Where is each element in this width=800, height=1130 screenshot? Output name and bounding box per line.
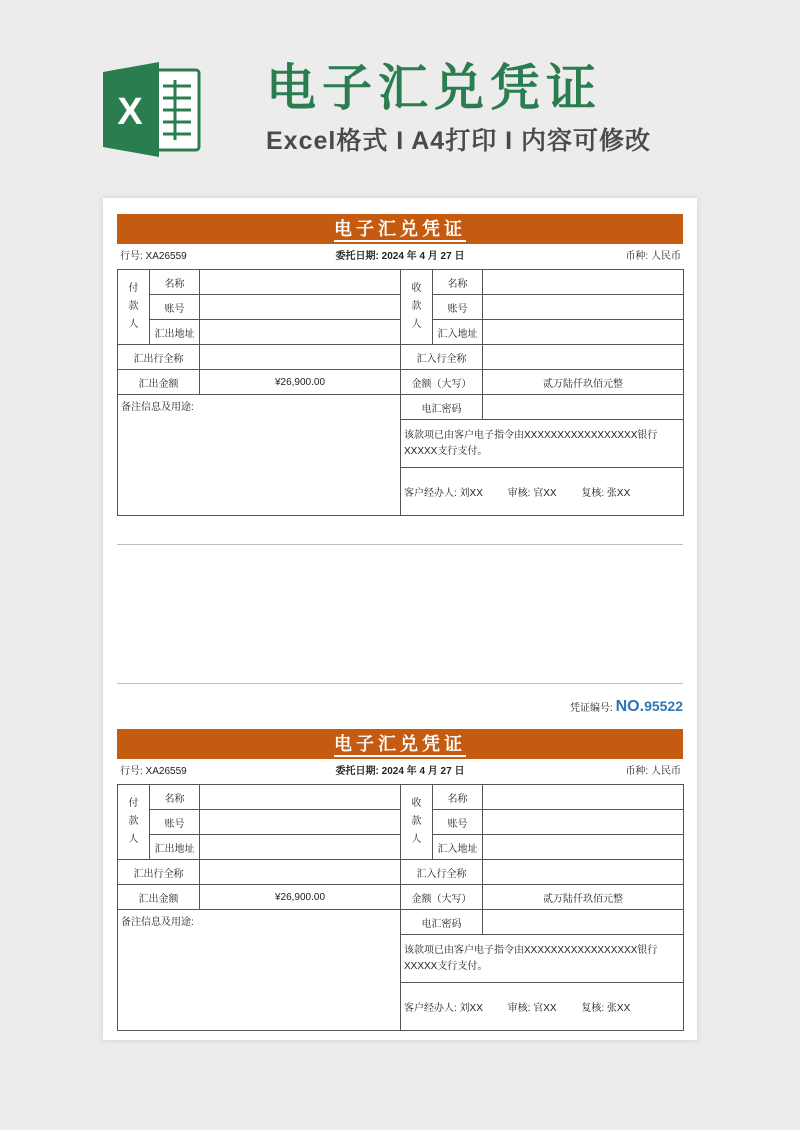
out-bank-cell[interactable] xyxy=(200,860,401,885)
password-label: 电汇密码 xyxy=(401,395,483,420)
out-amount-value[interactable]: ¥26,900.00 xyxy=(200,885,401,910)
voucher-table xyxy=(117,784,684,1031)
payer-name-label: 名称 xyxy=(150,270,200,295)
amount-cn-label: 金额（大写） xyxy=(401,885,483,910)
out-bank-cell[interactable] xyxy=(200,345,401,370)
in-bank-cell[interactable] xyxy=(483,860,684,885)
payee-account-cell[interactable] xyxy=(483,810,684,835)
payee-name-cell[interactable] xyxy=(483,785,684,810)
manager-sign: 客户经办人: 刘XX xyxy=(404,488,483,499)
amount-cn-value[interactable]: 贰万陆仟玖佰元整 xyxy=(483,885,684,910)
payee-name-label: 名称 xyxy=(433,785,483,810)
checker-sign: 复核: 张XX xyxy=(581,1003,631,1014)
signature-row xyxy=(401,983,684,1031)
amount-cn-value[interactable]: 贰万陆仟玖佰元整 xyxy=(483,370,684,395)
line-number: 行号: XA26559 xyxy=(120,766,187,777)
payee-name-cell[interactable] xyxy=(483,270,684,295)
in-bank-label: 汇入行全称 xyxy=(401,860,483,885)
checker-sign: 复核: 张XX xyxy=(581,488,631,499)
out-address-label: 汇出地址 xyxy=(150,320,200,345)
voucher-2 xyxy=(117,729,683,1031)
voucher-title-bar: 电子汇兑凭证 xyxy=(117,729,683,759)
page-title: 电子汇兑凭证 xyxy=(266,60,602,116)
payee-account-cell[interactable] xyxy=(483,295,684,320)
payee-account-label: 账号 xyxy=(433,295,483,320)
payer-name-cell[interactable] xyxy=(200,785,401,810)
payer-account-cell[interactable] xyxy=(200,295,401,320)
line-number: 行号: XA26559 xyxy=(120,251,187,262)
svg-text:X: X xyxy=(117,91,143,133)
out-address-cell[interactable] xyxy=(200,835,401,860)
serial-label: 凭证编号: xyxy=(570,703,613,714)
out-amount-value[interactable]: ¥26,900.00 xyxy=(200,370,401,395)
in-address-label: 汇入地址 xyxy=(433,835,483,860)
out-amount-label: 汇出金额 xyxy=(118,885,200,910)
voucher-1 xyxy=(117,214,683,516)
in-bank-label: 汇入行全称 xyxy=(401,345,483,370)
document-paper xyxy=(103,198,697,1040)
reviewer-sign: 审核: 官XX xyxy=(507,1003,557,1014)
entrust-date: 委托日期: 2024 年 4 月 27 日 xyxy=(335,251,465,262)
payee-side-label: 收款人 xyxy=(401,785,433,860)
payer-side-label: 付款人 xyxy=(118,785,150,860)
password-cell[interactable] xyxy=(483,910,684,935)
payer-account-label: 账号 xyxy=(150,810,200,835)
in-bank-cell[interactable] xyxy=(483,345,684,370)
payee-side-label: 收款人 xyxy=(401,270,433,345)
payee-account-label: 账号 xyxy=(433,810,483,835)
reviewer-sign: 审核: 官XX xyxy=(507,488,557,499)
out-address-label: 汇出地址 xyxy=(150,835,200,860)
remark-cell[interactable]: 备注信息及用途: xyxy=(118,395,401,516)
payment-note: 该款项已由客户电子指令由XXXXXXXXXXXXXXXXX银行XXXXX支行支付。 xyxy=(401,420,684,468)
out-address-cell[interactable] xyxy=(200,320,401,345)
divider-line xyxy=(117,544,683,545)
payer-name-cell[interactable] xyxy=(200,270,401,295)
out-bank-label: 汇出行全称 xyxy=(118,345,200,370)
out-amount-label: 汇出金额 xyxy=(118,370,200,395)
entrust-date: 委托日期: 2024 年 4 月 27 日 xyxy=(335,766,465,777)
password-label: 电汇密码 xyxy=(401,910,483,935)
manager-sign: 客户经办人: 刘XX xyxy=(404,1003,483,1014)
voucher-title-bar: 电子汇兑凭证 xyxy=(117,214,683,244)
in-address-label: 汇入地址 xyxy=(433,320,483,345)
payment-note: 该款项已由客户电子指令由XXXXXXXXXXXXXXXXX银行XXXXX支行支付。 xyxy=(401,935,684,983)
payer-account-label: 账号 xyxy=(150,295,200,320)
serial-prefix: NO. xyxy=(615,698,645,715)
voucher-serial xyxy=(570,695,683,720)
serial-number: 95522 xyxy=(644,698,683,714)
password-cell[interactable] xyxy=(483,395,684,420)
voucher-info-row xyxy=(117,759,683,784)
signature-row xyxy=(401,468,684,516)
voucher-table xyxy=(117,269,684,516)
remark-cell[interactable]: 备注信息及用途: xyxy=(118,910,401,1031)
amount-cn-label: 金额（大写） xyxy=(401,370,483,395)
divider-line xyxy=(117,683,683,684)
page-subtitle: Excel格式 I A4打印 I 内容可修改 xyxy=(266,127,652,155)
currency: 币种: 人民币 xyxy=(625,766,681,777)
payer-name-label: 名称 xyxy=(150,785,200,810)
currency: 币种: 人民币 xyxy=(625,251,681,262)
out-bank-label: 汇出行全称 xyxy=(118,860,200,885)
in-address-cell[interactable] xyxy=(483,835,684,860)
excel-logo-icon xyxy=(103,62,203,157)
in-address-cell[interactable] xyxy=(483,320,684,345)
payer-account-cell[interactable] xyxy=(200,810,401,835)
payer-side-label: 付款人 xyxy=(118,270,150,345)
voucher-info-row xyxy=(117,244,683,269)
payee-name-label: 名称 xyxy=(433,270,483,295)
